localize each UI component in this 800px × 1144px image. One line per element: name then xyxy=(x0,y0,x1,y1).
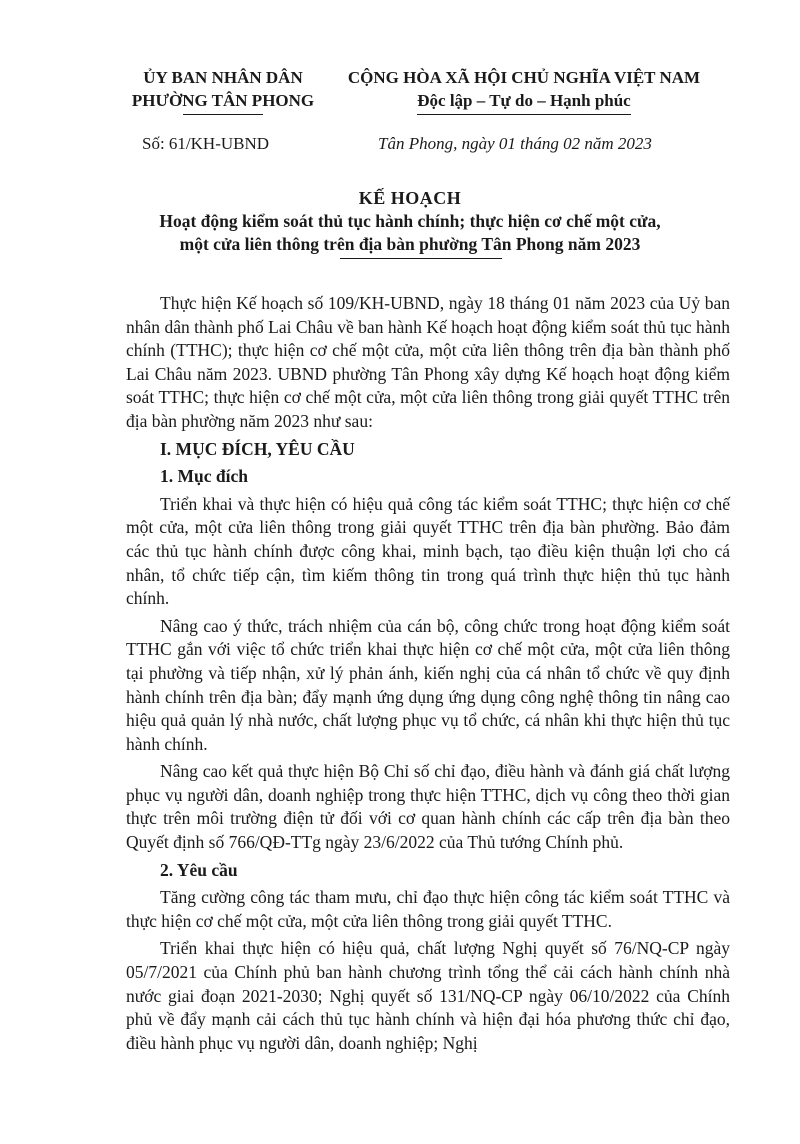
issuing-agency xyxy=(112,66,334,115)
body-paragraph: Triển khai thực hiện có hiệu quả, chất lượng Nghị quyết số 76/NQ-CP ngày 05/7/2021 của Chính phủ ban hành chương trình tổng thể cải cách hành chính nhà nước giai đoạn 2021-2030; Nghị quyết số 131/NQ-CP ngày 06/10/2022 của Chính phủ về đẩy mạnh cải cách thủ tục hành chính và hiện đại hóa phương thức chỉ đạo, điều hành phục vụ người dân, doanh nghiệp; Nghị xyxy=(126,938,730,1053)
agency-underline xyxy=(183,114,263,115)
national-motto: Độc lập – Tự do – Hạnh phúc xyxy=(417,89,630,115)
document-body xyxy=(126,292,730,1059)
republic-name: CỘNG HÒA XÃ HỘI CHỦ NGHĨA VIỆT NAM xyxy=(347,68,701,87)
body-paragraph: Nâng cao ý thức, trách nhiệm của cán bộ, công chức trong hoạt động kiểm soát TTHC gắn với việc tổ chức triển khai thực hiện cơ chế một cửa, một cửa liên thông tại phường và tiếp nhận, xử lý phản ánh, kiến nghị của cá nhân tổ chức về quy định hành chính trên địa bàn; đẩy mạnh ứng dụng ứng dụng công nghệ thông tin nâng cao hiệu quả quản lý nhà nước, chất lượng phục vụ tổ chức, cá nhân khi thực hiện thủ tục hành chính. xyxy=(126,615,730,754)
agency-line-1: ỦY BAN NHÂN DÂN xyxy=(143,68,303,87)
intro-paragraph: Thực hiện Kế hoạch số 109/KH-UBND, ngày 18 tháng 01 năm 2023 của Uỷ ban nhân dân thành phố Lai Châu về ban hành Kế hoạch hoạt động kiểm soát thủ tục hành chính (TTHC); thực hiện cơ chế một cửa, một cửa liên thông trên địa bàn thành phố Lai Châu năm 2023. UBND phường Tân Phong xây dựng Kế hoạch hoạt động kiểm soát TTHC; thực hiện cơ chế một cửa, một cửa liên thông trong giải quyết TTHC trên địa bàn phường năm 2023 như sau: xyxy=(126,293,730,431)
body-paragraph: Triển khai và thực hiện có hiệu quả công tác kiểm soát TTHC; thực hiện cơ chế một cửa, một cửa liên thông trong giải quyết TTHC trên địa bàn phường. Bảo đảm các thủ tục hành chính được công khai, minh bạch, tạo điều kiện thuận lợi cho cá nhân, tổ chức tiếp cận, tìm kiếm thông tin trong quá trình thực hiện thủ tục hành chính. xyxy=(126,493,730,609)
body-paragraph: Tăng cường công tác tham mưu, chỉ đạo thực hiện công tác kiểm soát TTHC và thực hiện cơ chế một cửa, một cửa liên thông trong giải quyết TTHC. xyxy=(126,887,730,931)
document-title xyxy=(100,187,720,256)
document-kind: KẾ HOẠCH xyxy=(358,188,462,208)
agency-line-2: PHƯỜNG TÂN PHONG xyxy=(131,91,315,110)
body-paragraph: Nâng cao kết quả thực hiện Bộ Chỉ số chỉ đạo, điều hành và đánh giá chất lượng phục vụ người dân, doanh nghiệp trong thực hiện TTHC, dịch vụ công theo thời gian thực trên môi trường điện tử đối với cơ quan hành chính các cấp trên địa bàn theo Quyết định số 766/QĐ-TTg ngày 23/6/2022 của Thủ tướng Chính phủ. xyxy=(126,761,730,853)
subsection-heading: 2. Yêu cầu xyxy=(160,859,238,880)
title-line-1: Hoạt động kiểm soát thủ tục hành chính; thực hiện cơ chế một cửa, xyxy=(159,211,661,231)
section-heading: I. MỤC ĐÍCH, YÊU CẦU xyxy=(160,438,355,459)
title-line-2: một cửa liên thông trên địa bàn phường Tân Phong năm 2023 xyxy=(179,234,641,254)
national-heading xyxy=(336,66,712,115)
subsection-heading: 1. Mục đích xyxy=(160,466,248,487)
place-and-date: Tân Phong, ngày 01 tháng 02 năm 2023 xyxy=(378,134,652,153)
title-underline xyxy=(340,258,502,259)
document-number: Số: 61/KH-UBND xyxy=(142,134,270,153)
